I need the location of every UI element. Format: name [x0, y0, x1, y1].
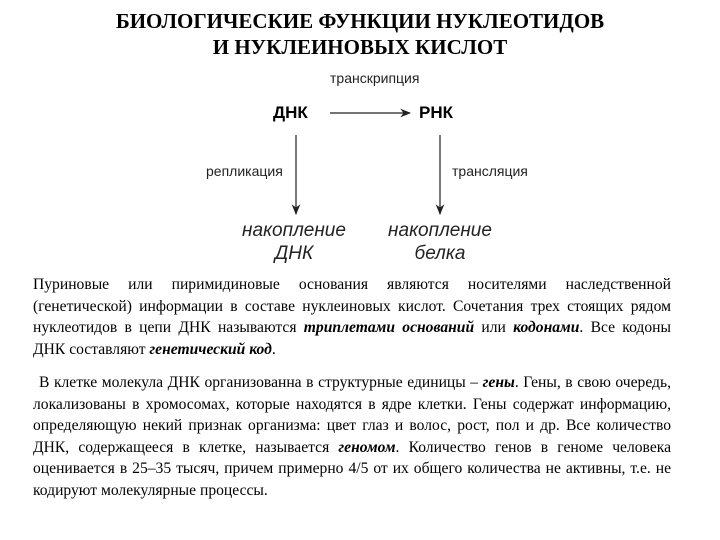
term-base-triplets: триплетами оснований: [303, 319, 475, 337]
paragraph-genes-genome: [33, 372, 671, 502]
replication-label: репликация: [206, 163, 283, 179]
p1-text-1: Пуриновые или пиримидиновые основания являются носителями наследственной (генетической) информации в составе нуклеиновых кислот. Сочетания трех стоящих рядом нуклеотидов в цепи ДНК называются: [33, 276, 671, 337]
paragraph-nucleotide-codes: [33, 274, 671, 360]
term-genetic-code: генетический код: [149, 340, 272, 358]
term-genome: геномом: [338, 438, 396, 456]
p1-text-3: . Все кодоны ДНК составляют: [33, 319, 671, 358]
rna-node: РНК: [419, 103, 453, 122]
p1-text-2: или: [474, 319, 514, 337]
p2-text-3: . Количество генов в геноме человека оценивается в 25–35 тысяч, причем примерно 4/5 от их общего количества не активны, т.е. не кодируют молекулярные процессы.: [33, 438, 671, 499]
term-codons: кодонами: [513, 319, 580, 337]
dna-accumulation-line-2: ДНК: [274, 243, 314, 264]
term-genes: гены: [482, 374, 515, 391]
dna-accumulation-line-1: накопление: [242, 220, 346, 241]
p2-text-1: В клетке молекула ДНК организованна в структурные единицы –: [39, 374, 483, 391]
p2-text-2: . Гены, в свою очередь, локализованы в хромосомах, которые находятся в ядре клетки. Гены содержат информацию, определяющую некий признак организма: цвет глаз и волос, рост, пол и др. Все количество ДНК, содержащееся в клетке, называется: [33, 374, 672, 456]
translation-label: трансляция: [452, 163, 528, 179]
title-line-1: БИОЛОГИЧЕСКИЕ ФУНКЦИИ НУКЛЕОТИДОВ: [115, 9, 605, 33]
transcription-label: транскрипция: [330, 70, 420, 86]
dna-node: ДНК: [273, 103, 308, 122]
protein-accumulation: [372, 219, 508, 265]
protein-accumulation-line-2: белка: [414, 243, 466, 264]
title-line-2: И НУКЛЕИНОВЫХ КИСЛОТ: [212, 35, 508, 59]
protein-accumulation-line-1: накопление: [388, 220, 492, 241]
p1-text-4: .: [271, 340, 276, 358]
dna-accumulation: [226, 219, 362, 265]
